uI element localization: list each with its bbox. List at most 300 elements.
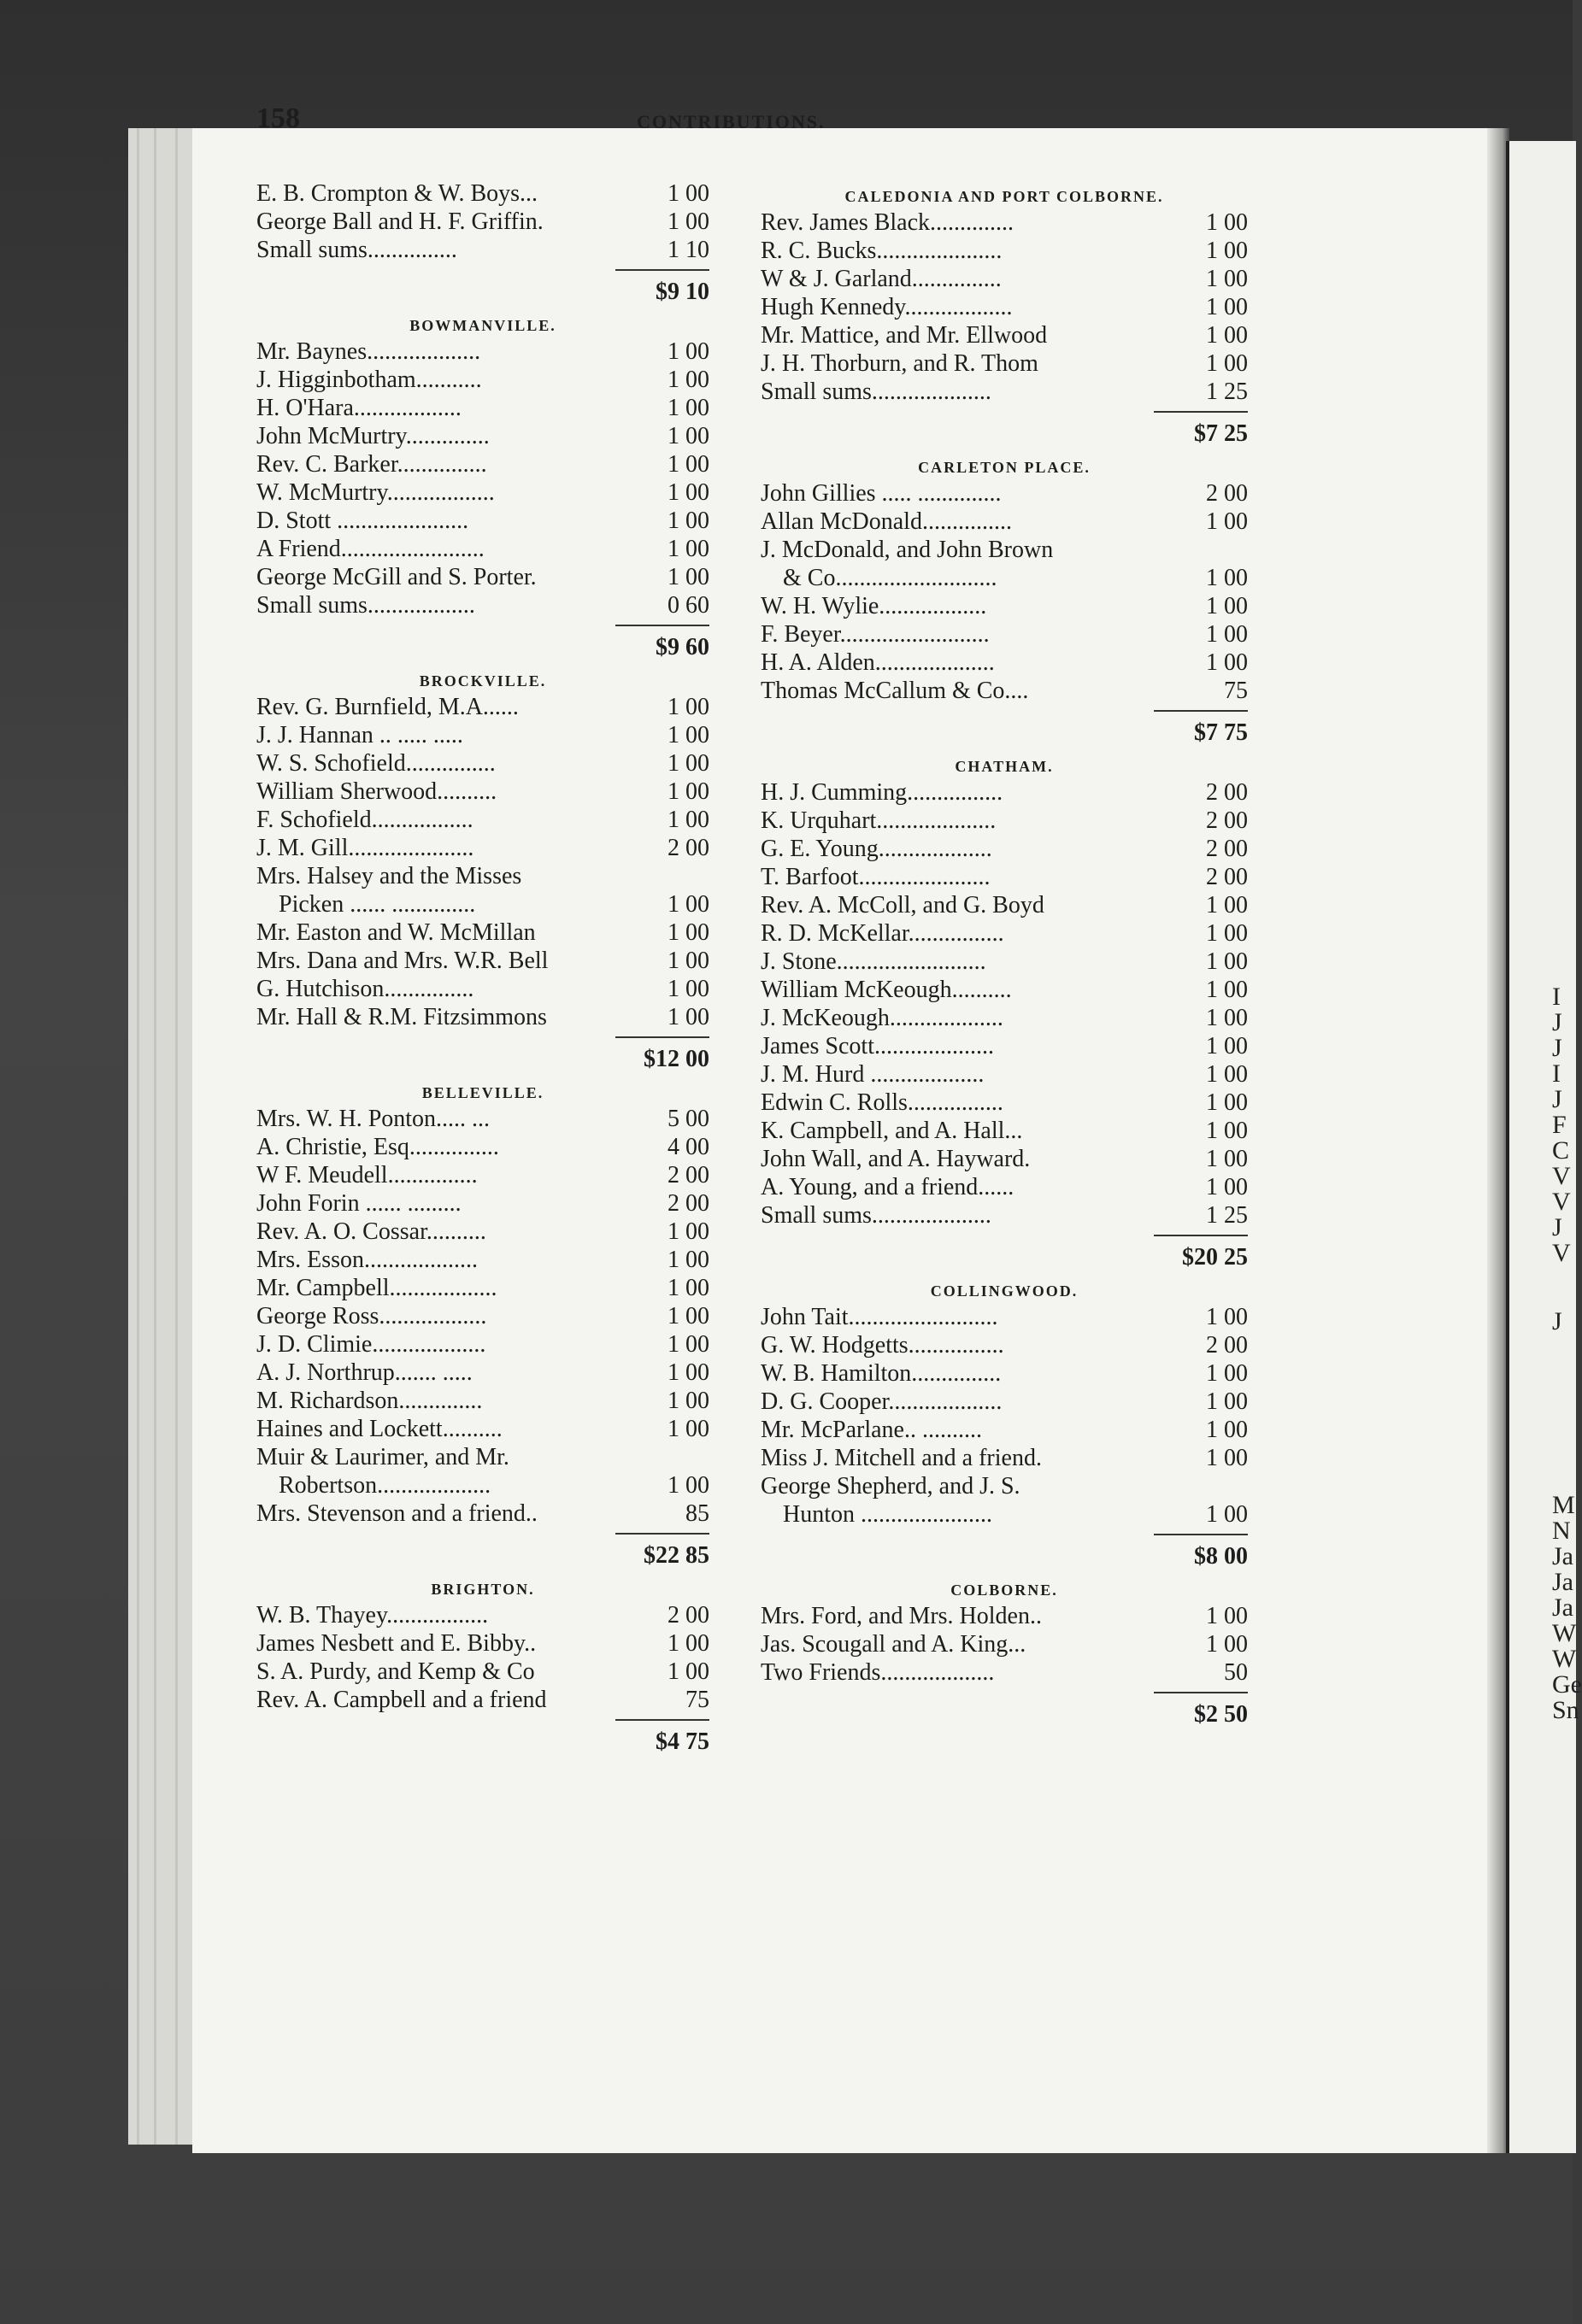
contributor-name: H. O'Hara.................. bbox=[256, 395, 462, 421]
contribution-section bbox=[761, 179, 1248, 450]
contribution-amount: 1 00 bbox=[667, 451, 709, 478]
contributor-name: D. G. Cooper................... bbox=[761, 1388, 1003, 1415]
contribution-entry bbox=[256, 1246, 709, 1274]
contributor-name: W. H. Wylie.................. bbox=[761, 593, 987, 619]
contributor-name: G. W. Hodgetts................ bbox=[761, 1332, 1004, 1359]
contribution-entry bbox=[761, 891, 1248, 919]
contribution-amount: 5 00 bbox=[667, 1106, 709, 1132]
section-total: $4 75 bbox=[656, 1728, 709, 1755]
contributor-name: Rev. G. Burnfield, M.A...... bbox=[256, 694, 519, 720]
section-heading: COLBORNE. bbox=[950, 1582, 1058, 1599]
contribution-entry bbox=[256, 1133, 709, 1161]
contribution-entry bbox=[761, 479, 1248, 508]
contribution-amount: 1 25 bbox=[1206, 379, 1248, 405]
section-heading: CARLETON PLACE. bbox=[918, 459, 1091, 476]
contribution-amount: 1 00 bbox=[667, 807, 709, 833]
contributor-name: A Friend........................ bbox=[256, 536, 485, 562]
contributor-name: K. Urquhart.................... bbox=[761, 807, 997, 834]
facing-page-fragment: F bbox=[1552, 1111, 1567, 1139]
contribution-entry bbox=[256, 890, 709, 918]
contribution-entry bbox=[256, 1218, 709, 1246]
contribution-amount: 1 00 bbox=[1206, 977, 1248, 1003]
contributor-name: George Ball and H. F. Griffin. bbox=[256, 208, 544, 235]
contribution-amount: 1 00 bbox=[1206, 1360, 1248, 1387]
section-heading: CHATHAM. bbox=[955, 758, 1054, 775]
contributor-name: Edwin C. Rolls................ bbox=[761, 1089, 1003, 1116]
contributor-name: Robertson................... bbox=[279, 1472, 491, 1499]
contribution-entry bbox=[256, 478, 709, 507]
contribution-entry bbox=[761, 1004, 1248, 1032]
contribution-amount: 1 00 bbox=[1206, 209, 1248, 236]
contribution-amount: 1 00 bbox=[1206, 350, 1248, 377]
contributor-name: Allan McDonald............... bbox=[761, 508, 1012, 535]
contributor-name: W. S. Schofield............... bbox=[256, 750, 496, 777]
contribution-entry bbox=[256, 1359, 709, 1387]
section-heading: BRIGHTON. bbox=[431, 1581, 535, 1598]
facing-page-fragment: Ja bbox=[1552, 1568, 1573, 1596]
facing-page-fragment: V bbox=[1552, 1239, 1571, 1267]
contributor-name: Haines and Lockett.......... bbox=[256, 1416, 503, 1442]
facing-page-fragment: Ja bbox=[1552, 1593, 1573, 1622]
contribution-entry bbox=[761, 1416, 1248, 1444]
contributor-name: A. J. Northrup....... ..... bbox=[256, 1359, 473, 1386]
facing-page-fragment: N bbox=[1552, 1517, 1571, 1545]
contribution-amount: 1 00 bbox=[667, 1275, 709, 1301]
section-heading: BELLEVILLE. bbox=[421, 1084, 544, 1101]
contribution-entry bbox=[256, 947, 709, 975]
section-total: $12 00 bbox=[644, 1046, 709, 1072]
contribution-entry bbox=[256, 721, 709, 749]
contributor-name: E. B. Crompton & W. Boys... bbox=[256, 180, 538, 207]
contributor-name: Small sums.................... bbox=[761, 1202, 991, 1229]
contribution-amount: 85 bbox=[685, 1500, 709, 1527]
contribution-amount: 75 bbox=[1224, 678, 1248, 704]
contribution-amount: 1 00 bbox=[667, 1303, 709, 1329]
contributor-name: Mr. Baynes................... bbox=[256, 338, 481, 365]
contribution-entry bbox=[256, 563, 709, 591]
contribution-amount: 1 00 bbox=[667, 1658, 709, 1685]
contribution-amount: 75 bbox=[685, 1687, 709, 1713]
contribution-entry bbox=[256, 1443, 709, 1471]
contributor-name: J. D. Climie................... bbox=[256, 1331, 486, 1358]
facing-page-fragment: I bbox=[1552, 983, 1561, 1011]
contributor-name: J. J. Hannan .. ..... ..... bbox=[256, 722, 463, 748]
contributor-name: George Shepherd, and J. S. bbox=[761, 1473, 1020, 1499]
contribution-entry bbox=[761, 1145, 1248, 1173]
contribution-section bbox=[256, 664, 709, 1076]
contributor-name: Small sums.................... bbox=[761, 379, 991, 405]
contributor-name: Thomas McCallum & Co.... bbox=[761, 678, 1029, 704]
contribution-entry bbox=[256, 394, 709, 422]
contribution-amount: 2 00 bbox=[1206, 480, 1248, 507]
contributor-name: John Wall, and A. Hayward. bbox=[761, 1146, 1031, 1172]
contributor-name: Picken ...... .............. bbox=[279, 891, 476, 918]
contribution-amount: 2 00 bbox=[1206, 836, 1248, 862]
contributor-name: John Forin ...... ......... bbox=[256, 1190, 462, 1217]
contribution-entry bbox=[761, 1060, 1248, 1089]
contribution-amount: 2 00 bbox=[667, 1190, 709, 1217]
contributor-name: Mrs. Halsey and the Misses bbox=[256, 863, 522, 889]
section-heading: CALEDONIA AND PORT COLBORNE. bbox=[844, 188, 1164, 205]
contribution-amount: 2 00 bbox=[667, 835, 709, 861]
contribution-entry bbox=[761, 321, 1248, 349]
contributor-name: James Nesbett and E. Bibby.. bbox=[256, 1630, 537, 1657]
contributor-name: T. Barfoot...................... bbox=[761, 864, 991, 890]
contribution-entry bbox=[256, 1415, 709, 1443]
contribution-entry bbox=[256, 422, 709, 450]
contribution-entry bbox=[761, 564, 1248, 592]
contribution-amount: 1 00 bbox=[667, 423, 709, 449]
contribution-section bbox=[761, 450, 1248, 749]
contribution-entry bbox=[256, 693, 709, 721]
contribution-entry bbox=[256, 1629, 709, 1658]
contribution-amount: 1 00 bbox=[1206, 1146, 1248, 1172]
contribution-amount: 1 00 bbox=[667, 180, 709, 207]
contribution-entry bbox=[761, 378, 1248, 406]
contribution-amount: 1 25 bbox=[1206, 1202, 1248, 1229]
contribution-entry bbox=[761, 508, 1248, 536]
contribution-amount: 2 00 bbox=[1206, 1332, 1248, 1359]
contribution-entry bbox=[761, 349, 1248, 378]
contribution-amount: 1 00 bbox=[1206, 1304, 1248, 1330]
contribution-amount: 2 00 bbox=[667, 1162, 709, 1188]
contributor-name: Mrs. Stevenson and a friend.. bbox=[256, 1500, 538, 1527]
facing-page-fragment: Sn bbox=[1552, 1696, 1579, 1724]
facing-page-fragment: Ge bbox=[1552, 1670, 1582, 1699]
section-heading: BROCKVILLE. bbox=[419, 672, 547, 690]
contributor-name: Hugh Kennedy.................. bbox=[761, 294, 1013, 320]
contribution-entry bbox=[761, 1201, 1248, 1229]
facing-page-fragment: M bbox=[1552, 1491, 1575, 1519]
contribution-entry bbox=[761, 835, 1248, 863]
contribution-entry bbox=[761, 1173, 1248, 1201]
contributor-name: & Co........................... bbox=[783, 565, 997, 591]
contribution-entry bbox=[761, 1444, 1248, 1472]
contribution-entry bbox=[761, 778, 1248, 807]
contribution-entry bbox=[761, 620, 1248, 648]
contributor-name: F. Schofield................. bbox=[256, 807, 473, 833]
contribution-entry bbox=[256, 1686, 709, 1714]
contribution-section bbox=[761, 749, 1248, 1274]
contributor-name: G. Hutchison............... bbox=[256, 976, 474, 1002]
contribution-entry bbox=[761, 237, 1248, 265]
contributor-name: A. Young, and a friend...... bbox=[761, 1174, 1014, 1200]
contributor-name: George McGill and S. Porter. bbox=[256, 564, 537, 590]
contribution-amount: 1 00 bbox=[667, 976, 709, 1002]
contribution-entry bbox=[256, 1330, 709, 1359]
contribution-entry bbox=[761, 948, 1248, 976]
contribution-entry bbox=[761, 1303, 1248, 1331]
contributor-name: Mr. Hall & R.M. Fitzsimmons bbox=[256, 1004, 547, 1030]
contributor-name: Small sums.................. bbox=[256, 592, 475, 619]
contribution-amount: 1 00 bbox=[667, 508, 709, 534]
contribution-entry bbox=[256, 535, 709, 563]
contributor-name: W. McMurtry.................. bbox=[256, 479, 495, 506]
facing-page-fragment: W bbox=[1552, 1645, 1577, 1673]
contribution-entry bbox=[761, 1117, 1248, 1145]
contribution-section bbox=[761, 1274, 1248, 1573]
contribution-entry bbox=[761, 1089, 1248, 1117]
facing-page-fragment: V bbox=[1552, 1188, 1571, 1216]
facing-page-fragment: Ja bbox=[1552, 1542, 1573, 1570]
contribution-entry bbox=[761, 976, 1248, 1004]
contributor-name: William Sherwood.......... bbox=[256, 778, 497, 805]
contribution-entry bbox=[256, 975, 709, 1003]
contribution-entry bbox=[256, 806, 709, 834]
contributor-name: J. Higginbotham........... bbox=[256, 367, 482, 393]
contribution-amount: 1 00 bbox=[667, 1630, 709, 1657]
contribution-entry bbox=[256, 179, 709, 208]
contributor-name: J. M. Hurd ................... bbox=[761, 1061, 985, 1088]
contributor-name: Mr. Easton and W. McMillan bbox=[256, 919, 536, 946]
contribution-amount: 1 00 bbox=[1206, 1417, 1248, 1443]
contribution-entry bbox=[256, 1499, 709, 1528]
contribution-amount: 1 00 bbox=[1206, 1061, 1248, 1088]
contributor-name: John Tait......................... bbox=[761, 1304, 998, 1330]
contribution-amount: 1 10 bbox=[667, 237, 709, 263]
contributor-name: R. C. Bucks..................... bbox=[761, 238, 1003, 264]
contribution-amount: 1 00 bbox=[1206, 1388, 1248, 1415]
contribution-entry bbox=[256, 1003, 709, 1031]
contributor-name: William McKeough.......... bbox=[761, 977, 1012, 1003]
contribution-entry bbox=[761, 919, 1248, 948]
contribution-entry bbox=[761, 293, 1248, 321]
contribution-entry bbox=[761, 648, 1248, 677]
contributor-name: Mr. Campbell.................. bbox=[256, 1275, 497, 1301]
section-heading: BOWMANVILLE. bbox=[409, 317, 556, 334]
contribution-amount: 1 00 bbox=[1206, 322, 1248, 349]
contributor-name: D. Stott ...................... bbox=[256, 508, 469, 534]
contribution-amount: 1 00 bbox=[1206, 238, 1248, 264]
contribution-amount: 2 00 bbox=[1206, 864, 1248, 890]
contributor-name: H. J. Cumming................ bbox=[761, 779, 1003, 806]
contribution-entry bbox=[761, 1032, 1248, 1060]
contributor-name: Mr. Mattice, and Mr. Ellwood bbox=[761, 322, 1048, 349]
contributor-name: Rev. A. O. Cossar.......... bbox=[256, 1218, 486, 1245]
left-column bbox=[256, 179, 709, 1758]
contribution-entry bbox=[256, 1274, 709, 1302]
section-total: $20 25 bbox=[1182, 1244, 1248, 1271]
contribution-amount: 1 00 bbox=[667, 564, 709, 590]
contribution-amount: 1 00 bbox=[1206, 948, 1248, 975]
contributor-name: W F. Meudell............... bbox=[256, 1162, 478, 1188]
contribution-amount: 4 00 bbox=[667, 1134, 709, 1160]
contribution-amount: 50 bbox=[1224, 1659, 1248, 1686]
contribution-amount: 1 00 bbox=[667, 1416, 709, 1442]
section-heading: COLLINGWOOD. bbox=[930, 1282, 1079, 1300]
contribution-amount: 1 00 bbox=[1206, 1089, 1248, 1116]
contributor-name: F. Beyer......................... bbox=[761, 621, 990, 648]
contributor-name: Two Friends................... bbox=[761, 1659, 995, 1686]
contribution-section bbox=[256, 1572, 709, 1758]
facing-page-fragment: W bbox=[1552, 1619, 1577, 1647]
contribution-amount: 1 00 bbox=[1206, 1445, 1248, 1471]
contribution-amount: 1 00 bbox=[1206, 1631, 1248, 1658]
section-total: $7 25 bbox=[1194, 420, 1248, 447]
contribution-amount: 1 00 bbox=[667, 536, 709, 562]
contribution-amount: 1 00 bbox=[667, 891, 709, 918]
contributor-name: Rev. C. Barker............... bbox=[256, 451, 487, 478]
contribution-amount: 2 00 bbox=[667, 1602, 709, 1629]
contribution-amount: 1 00 bbox=[667, 694, 709, 720]
contribution-entry bbox=[256, 1601, 709, 1629]
contribution-amount: 1 00 bbox=[1206, 593, 1248, 619]
section-total: $9 10 bbox=[656, 279, 709, 305]
contribution-amount: 1 00 bbox=[667, 1359, 709, 1386]
facing-page-fragment: J bbox=[1552, 1085, 1562, 1113]
contribution-entry bbox=[761, 1388, 1248, 1416]
facing-page bbox=[1506, 141, 1582, 2153]
contributor-name: R. D. McKellar................ bbox=[761, 920, 1004, 947]
contributor-name: John McMurtry.............. bbox=[256, 423, 490, 449]
section-total: $8 00 bbox=[1194, 1543, 1248, 1570]
contribution-entry bbox=[761, 863, 1248, 891]
contribution-amount: 1 00 bbox=[667, 1247, 709, 1273]
contribution-entry bbox=[256, 1471, 709, 1499]
contribution-entry bbox=[761, 807, 1248, 835]
contribution-amount: 1 00 bbox=[667, 1331, 709, 1358]
contribution-entry bbox=[256, 1658, 709, 1686]
contribution-entry bbox=[256, 507, 709, 535]
contribution-amount: 1 00 bbox=[667, 1388, 709, 1414]
contribution-section bbox=[256, 308, 709, 664]
contribution-amount: 1 00 bbox=[1206, 266, 1248, 292]
contribution-entry bbox=[256, 1161, 709, 1189]
section-total: $9 60 bbox=[656, 634, 709, 660]
contributor-name: James Scott.................... bbox=[761, 1033, 994, 1059]
contributor-name: J. Stone......................... bbox=[761, 948, 986, 975]
contributor-name: H. A. Alden.................... bbox=[761, 649, 995, 676]
contribution-amount: 1 00 bbox=[1206, 920, 1248, 947]
contribution-amount: 1 00 bbox=[667, 948, 709, 974]
contributor-name: George Ross.................. bbox=[256, 1303, 487, 1329]
contributor-name: Mrs. Esson................... bbox=[256, 1247, 479, 1273]
contribution-amount: 1 00 bbox=[1206, 1033, 1248, 1059]
contributor-name: W. B. Thayey................. bbox=[256, 1602, 489, 1629]
contributor-name: Mrs. W. H. Ponton..... ... bbox=[256, 1106, 491, 1132]
contribution-entry bbox=[256, 834, 709, 862]
contribution-entry bbox=[761, 265, 1248, 293]
contribution-amount: 1 00 bbox=[1206, 892, 1248, 918]
contributor-name: W & J. Garland............... bbox=[761, 266, 1002, 292]
contribution-entry bbox=[256, 1302, 709, 1330]
contribution-amount: 1 00 bbox=[667, 1218, 709, 1245]
facing-page-fragment: J bbox=[1552, 1008, 1562, 1036]
contributor-name: Mrs. Ford, and Mrs. Holden.. bbox=[761, 1603, 1042, 1629]
contribution-entry bbox=[256, 208, 709, 236]
section-total: $22 85 bbox=[644, 1542, 709, 1569]
contribution-amount: 1 00 bbox=[1206, 294, 1248, 320]
contributor-name: A. Christie, Esq............... bbox=[256, 1134, 499, 1160]
contribution-entry bbox=[761, 1472, 1248, 1500]
section-total: $2 50 bbox=[1194, 1701, 1248, 1728]
contribution-entry bbox=[761, 1359, 1248, 1388]
contribution-amount: 1 00 bbox=[1206, 508, 1248, 535]
contribution-amount: 1 00 bbox=[1206, 1005, 1248, 1031]
contribution-amount: 1 00 bbox=[1206, 565, 1248, 591]
contribution-amount: 2 00 bbox=[1206, 807, 1248, 834]
contribution-entry bbox=[256, 450, 709, 478]
contributor-name: J. McKeough................... bbox=[761, 1005, 1003, 1031]
contribution-amount: 1 00 bbox=[1206, 649, 1248, 676]
contributor-name: Rev. James Black.............. bbox=[761, 209, 1014, 236]
contribution-entry bbox=[761, 208, 1248, 237]
contribution-amount: 1 00 bbox=[667, 722, 709, 748]
contribution-entry bbox=[256, 862, 709, 890]
facing-page-fragment: J bbox=[1552, 1213, 1562, 1241]
facing-page-fragment: J bbox=[1552, 1307, 1562, 1335]
contributor-name: Mrs. Dana and Mrs. W.R. Bell bbox=[256, 948, 549, 974]
contribution-amount: 1 00 bbox=[1206, 1501, 1248, 1528]
contribution-amount: 1 00 bbox=[667, 395, 709, 421]
contribution-section bbox=[256, 1076, 709, 1572]
contributor-name: K. Campbell, and A. Hall... bbox=[761, 1118, 1023, 1144]
contributor-name: Miss J. Mitchell and a friend. bbox=[761, 1445, 1042, 1471]
contribution-amount: 1 00 bbox=[1206, 1603, 1248, 1629]
contribution-section bbox=[256, 179, 709, 308]
contribution-section bbox=[761, 1573, 1248, 1731]
contributor-name: J. H. Thorburn, and R. Thom bbox=[761, 350, 1038, 377]
contribution-entry bbox=[256, 591, 709, 619]
running-head: CONTRIBUTIONS. bbox=[637, 111, 826, 132]
contribution-amount: 1 00 bbox=[667, 208, 709, 235]
contributor-name: J. M. Gill..................... bbox=[256, 835, 474, 861]
contribution-entry bbox=[761, 1630, 1248, 1658]
contribution-amount: 1 00 bbox=[667, 778, 709, 805]
contributor-name: M. Richardson.............. bbox=[256, 1388, 483, 1414]
contribution-entry bbox=[256, 1189, 709, 1218]
contribution-entry bbox=[256, 366, 709, 394]
contributor-name: Mr. McParlane.. .......... bbox=[761, 1417, 982, 1443]
contributor-name: Hunton ...................... bbox=[783, 1501, 992, 1528]
contributor-name: G. E. Young................... bbox=[761, 836, 992, 862]
contribution-amount: 1 00 bbox=[667, 919, 709, 946]
contribution-amount: 1 00 bbox=[667, 338, 709, 365]
contributor-name: J. McDonald, and John Brown bbox=[761, 537, 1054, 563]
contribution-entry bbox=[761, 1602, 1248, 1630]
contributor-name: Jas. Scougall and A. King... bbox=[761, 1631, 1026, 1658]
contribution-entry bbox=[761, 1331, 1248, 1359]
contribution-amount: 0 60 bbox=[667, 592, 709, 619]
section-total: $7 75 bbox=[1194, 719, 1248, 746]
contribution-entry bbox=[256, 1105, 709, 1133]
contribution-amount: 1 00 bbox=[1206, 1118, 1248, 1144]
contributor-name: S. A. Purdy, and Kemp & Co bbox=[256, 1658, 535, 1685]
contributor-name: Rev. A. Campbell and a friend bbox=[256, 1687, 547, 1713]
contribution-amount: 1 00 bbox=[1206, 1174, 1248, 1200]
contribution-entry bbox=[761, 677, 1248, 705]
contribution-amount: 1 00 bbox=[667, 750, 709, 777]
contribution-amount: 1 00 bbox=[667, 479, 709, 506]
facing-page-fragment: V bbox=[1552, 1162, 1571, 1190]
contribution-entry bbox=[761, 592, 1248, 620]
contribution-entry bbox=[256, 337, 709, 366]
contributor-name: Small sums............... bbox=[256, 237, 457, 263]
contribution-entry bbox=[256, 918, 709, 947]
contribution-entry bbox=[761, 536, 1248, 564]
contributor-name: John Gillies ..... .............. bbox=[761, 480, 1002, 507]
contributor-name: Muir & Laurimer, and Mr. bbox=[256, 1444, 509, 1470]
contribution-entry bbox=[256, 1387, 709, 1415]
contribution-amount: 1 00 bbox=[667, 367, 709, 393]
contribution-amount: 2 00 bbox=[1206, 779, 1248, 806]
facing-page-fragment: I bbox=[1552, 1059, 1561, 1088]
contribution-entry bbox=[761, 1658, 1248, 1687]
contribution-entry bbox=[256, 778, 709, 806]
contribution-amount: 1 00 bbox=[1206, 621, 1248, 648]
contribution-amount: 1 00 bbox=[667, 1472, 709, 1499]
contribution-entry bbox=[256, 236, 709, 264]
